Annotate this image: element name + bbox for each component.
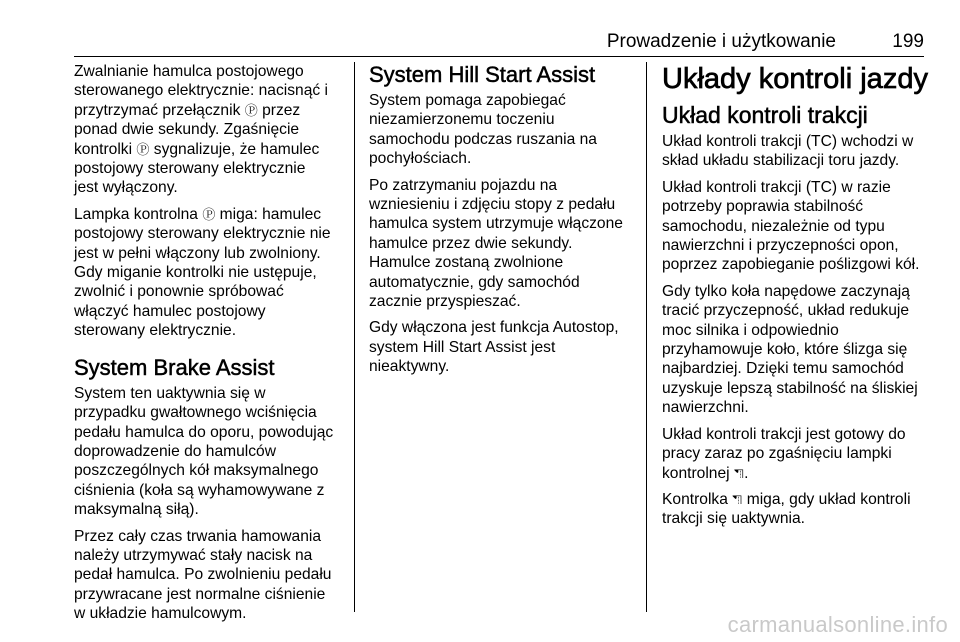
paragraph: Kontrolka ⛠ miga, gdy układ kontroli trakcji się uaktywnia. [662,490,911,528]
paragraph: Po zatrzymaniu pojazdu na wzniesieniu i zdjęciu stopy z pedału hamulca system utrzymuje włączone hamulce przez dwie sekundy. Hamulce zostaną zwolnione automatycznie, gdy samochód zacznie przyspieszać. [369,176,623,311]
paragraph: Gdy tylko koła napędowe zaczynają tracić przyczepność, układ redukuje moc silnika i odpowiednio przyhamowuje koło, które ślizga się najbardziej. Dzięki temu samochód uzyskuje lepszą stabilność na śliskiej nawierzchni. [662,282,918,417]
section-heading: System Hill Start Assist [369,62,596,87]
header-rule [74,56,924,57]
paragraph: Układ kontroli trakcji jest gotowy do pracy zaraz po zgaśnięciu lampki kontrolnej ⛠. [662,425,906,482]
parking-brake-warning-icon: Ⓟ [136,141,150,157]
paragraph: Zwalnianie hamulca postojowego sterowanego elektrycznie: nacisnąć i przytrzymać przełącznik Ⓟ przez ponad dwie sekundy. Zgaśnięcie kontrolki Ⓟ sygnalizuje, że hamulec postojowy sterowany elektrycznie jest wyłączony. [74,63,328,197]
chapter-heading: Układy kontroli jazdy [662,63,928,95]
traction-control-icon: ⛠ [732,491,743,507]
section-heading: System Brake Assist [74,354,275,380]
paragraph: Układ kontroli trakcji (TC) w razie potrzeby poprawia stabilność samochodu, niezależnie od typu nawierzchni i przyczepności opon, poprzez zapobieganie poślizgowi kół. [662,178,920,274]
page-number: 199 [892,31,924,52]
paragraph: Układ kontroli trakcji (TC) wchodzi w skład układu stabilizacji toru jazdy. [662,133,914,170]
running-head [74,30,924,56]
paragraph: Lampka kontrolna Ⓟ miga: hamulec postojowy sterowany elektrycznie nie jest w pełni włączony lub zwolniony. Gdy miganie kontrolki nie ustępuje, zwolnić i ponownie spróbować włączyć hamulec postojowy sterowany elektrycznie. [74,205,331,340]
parking-brake-warning-icon: Ⓟ [202,206,216,222]
paragraph: Przez cały czas trwania hamowania należy utrzymywać stały nacisk na pedał hamulca. Po zwolnieniu pedału przywracane jest normalne ciśnienie w układzie hamulcowym. [74,527,332,623]
running-title: Prowadzenie i użytkowanie [606,31,836,52]
column-right [662,62,934,536]
paragraph: System pomaga zapobiegać niezamierzonemu toczeniu samochodu podczas ruszania na pochyłościach. [369,92,597,168]
column-left [74,62,346,631]
traction-control-icon: ⛠ [733,465,745,481]
column-separator [354,62,355,612]
paragraph: Gdy włączona jest funkcja Autostop, system Hill Start Assist jest nieaktywny. [369,319,619,376]
column-separator [646,62,647,612]
section-heading: Układ kontroli trakcji [662,102,868,128]
parking-brake-warning-icon: Ⓟ [244,102,258,118]
watermark: carmanualsonline.info [727,612,948,637]
paragraph: System ten uaktywnia się w przypadku gwałtownego wciśnięcia pedału hamulca do oporu, powodując doprowadzenie do hamulców poszczególnych kół maksymalnego ciśnienia (koła są wyhamowywane z maksymalną siłą). [74,384,334,519]
column-middle [369,62,635,384]
